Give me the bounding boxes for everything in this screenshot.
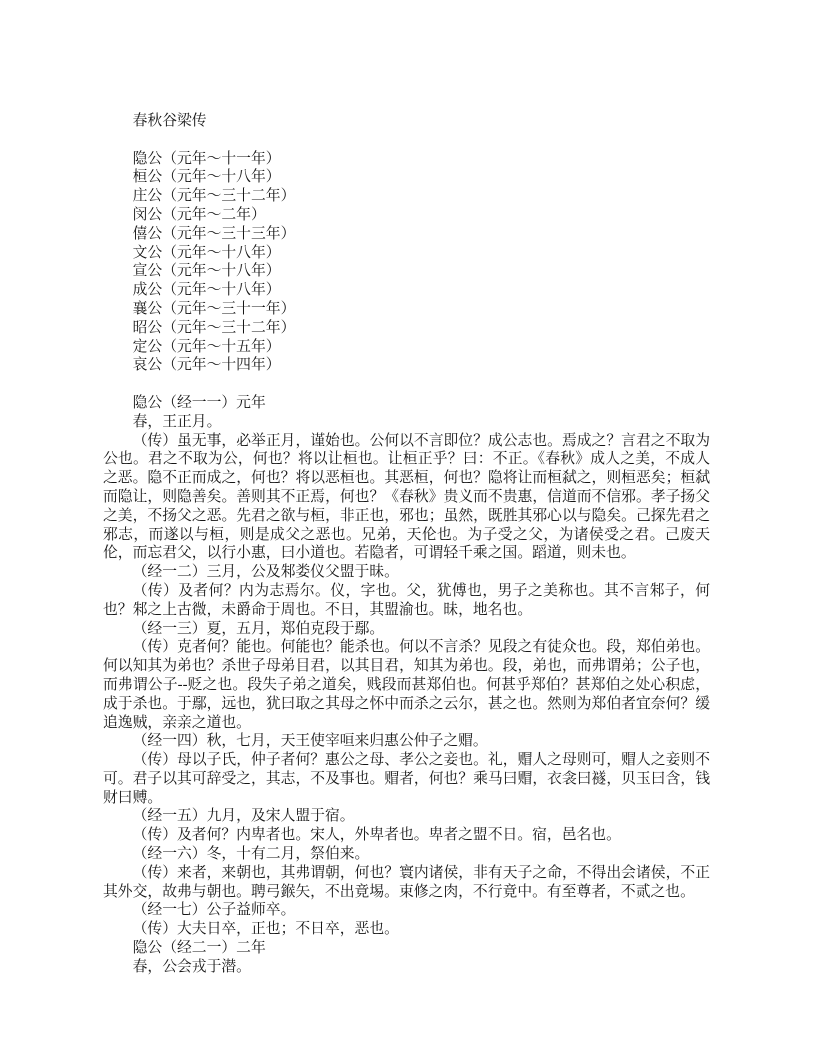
- classic-entry: （经一二）三月，公及邾娄仪父盟于昧。: [132, 564, 399, 581]
- blank-line: [103, 375, 710, 394]
- commentary-paragraph: （传）虽无事，必举正月，谨始也。公何以不言即位？成公志也。焉成之？言君之不取为公也。君之不取为公，何也？将以让桓也。让桓正乎？曰：不正。《春秋》成人之美，不成人之恶。隐不正而成之，何也？将以恶桓也。其恶桓，何也？隐将让而桓弑之，则桓恶矣；桓弑而隐让，则隐善矣。善则其不正焉，何也？《春秋》贵义而不贵惠，信道而不信邪。孝子扬父之美，不扬父之恶。先君之欲与桓，非正也，邪也；虽然，既胜其邪心以与隐矣。己探先君之邪志，而遂以与桓，则是成父之恶也。兄弟，天伦也。为子受之父，为诸侯受之君。己废天伦，而忘君父，以行小惠，曰小道也。若隐者，可谓轻千乘之国。蹈道，则未也。: [103, 432, 710, 562]
- classic-line: 春，王正月。: [132, 413, 222, 430]
- reign-list-item: 襄公（元年～三十一年）: [132, 300, 296, 317]
- commentary-paragraph: （传）及者何？内卑者也。宋人，外卑者也。卑者之盟不日。宿，邑名也。: [132, 827, 621, 844]
- reign-list-item: 隐公（元年～十一年）: [132, 150, 281, 167]
- reign-list-item: 哀公（元年～十四年）: [132, 357, 281, 374]
- classic-line: 春，公会戎于潜。: [132, 958, 251, 975]
- reign-list-item: 宣公（元年～十八年）: [132, 263, 281, 280]
- commentary-paragraph: （传）来者，来朝也，其弗谓朝，何也？寰内诸侯，非有天子之命，不得出会诸侯，不正其外交，故弗与朝也。聘弓鍭矢，不出竟埸。束修之肉，不行竟中。有至尊者，不贰之也。: [103, 864, 710, 900]
- reign-list-item: 文公（元年～十八年）: [132, 244, 281, 261]
- reign-list-item: 闵公（元年～二年）: [132, 206, 266, 223]
- classic-entry: （经一三）夏，五月，郑伯克段于鄢。: [132, 620, 385, 637]
- section-heading: 隐公（经一一）元年: [132, 394, 266, 411]
- blank-line: [103, 131, 710, 150]
- classic-entry: （经一七）公子益师卒。: [132, 902, 296, 919]
- commentary-paragraph: （传）母以子氏，仲子者何？惠公之母、孝公之妾也。礼，赗人之母则可，赗人之妾则不可。君子以其可辞受之，其志，不及事也。赗者，何也？乘马曰赗，衣衾曰襚，贝玉曰含，钱财曰赙。: [103, 752, 710, 806]
- commentary-paragraph: （传）及者何？内为志焉尔。仪，字也。父，犹傅也，男子之美称也。其不言邾子，何也？邾之上古微，未爵命于周也。不日，其盟渝也。昧，地名也。: [103, 582, 710, 618]
- reign-list-item: 僖公（元年～三十三年）: [132, 225, 296, 242]
- reign-list-item: 昭公（元年～三十二年）: [132, 319, 296, 336]
- commentary-paragraph: （传）大夫日卒，正也；不日卒，恶也。: [132, 921, 399, 938]
- reign-list-item: 成公（元年～十八年）: [132, 282, 281, 299]
- reign-list-item: 定公（元年～十五年）: [132, 338, 281, 355]
- classic-entry: （经一四）秋，七月，天王使宰咺来归惠公仲子之赗。: [132, 733, 488, 750]
- document-title: 春秋谷梁传: [132, 113, 207, 129]
- section-heading: 隐公（经二一）二年: [132, 940, 266, 957]
- reign-list-item: 庄公（元年～三十二年）: [132, 188, 296, 205]
- commentary-paragraph: （传）克者何？能也。何能也？能杀也。何以不言杀？见段之有徒众也。段，郑伯弟也。何以知其为弟也？杀世子母弟目君，以其目君，知其为弟也。段，弟也，而弗谓弟；公子也，而弗谓公子--贬之也。段失子弟之道矣，贱段而甚郑伯也。何甚乎郑伯？甚郑伯之处心积虑，成于杀也。于鄢，远也，犹曰取之其母之怀中而杀之云尔，甚之也。然则为郑伯者宜奈何？缓追逸贼，亲亲之道也。: [103, 639, 710, 731]
- classic-entry: （经一五）九月，及宋人盟于宿。: [132, 808, 355, 825]
- reign-list-item: 桓公（元年～十八年）: [132, 169, 281, 186]
- classic-entry: （经一六）冬，十有二月，祭伯来。: [132, 846, 370, 863]
